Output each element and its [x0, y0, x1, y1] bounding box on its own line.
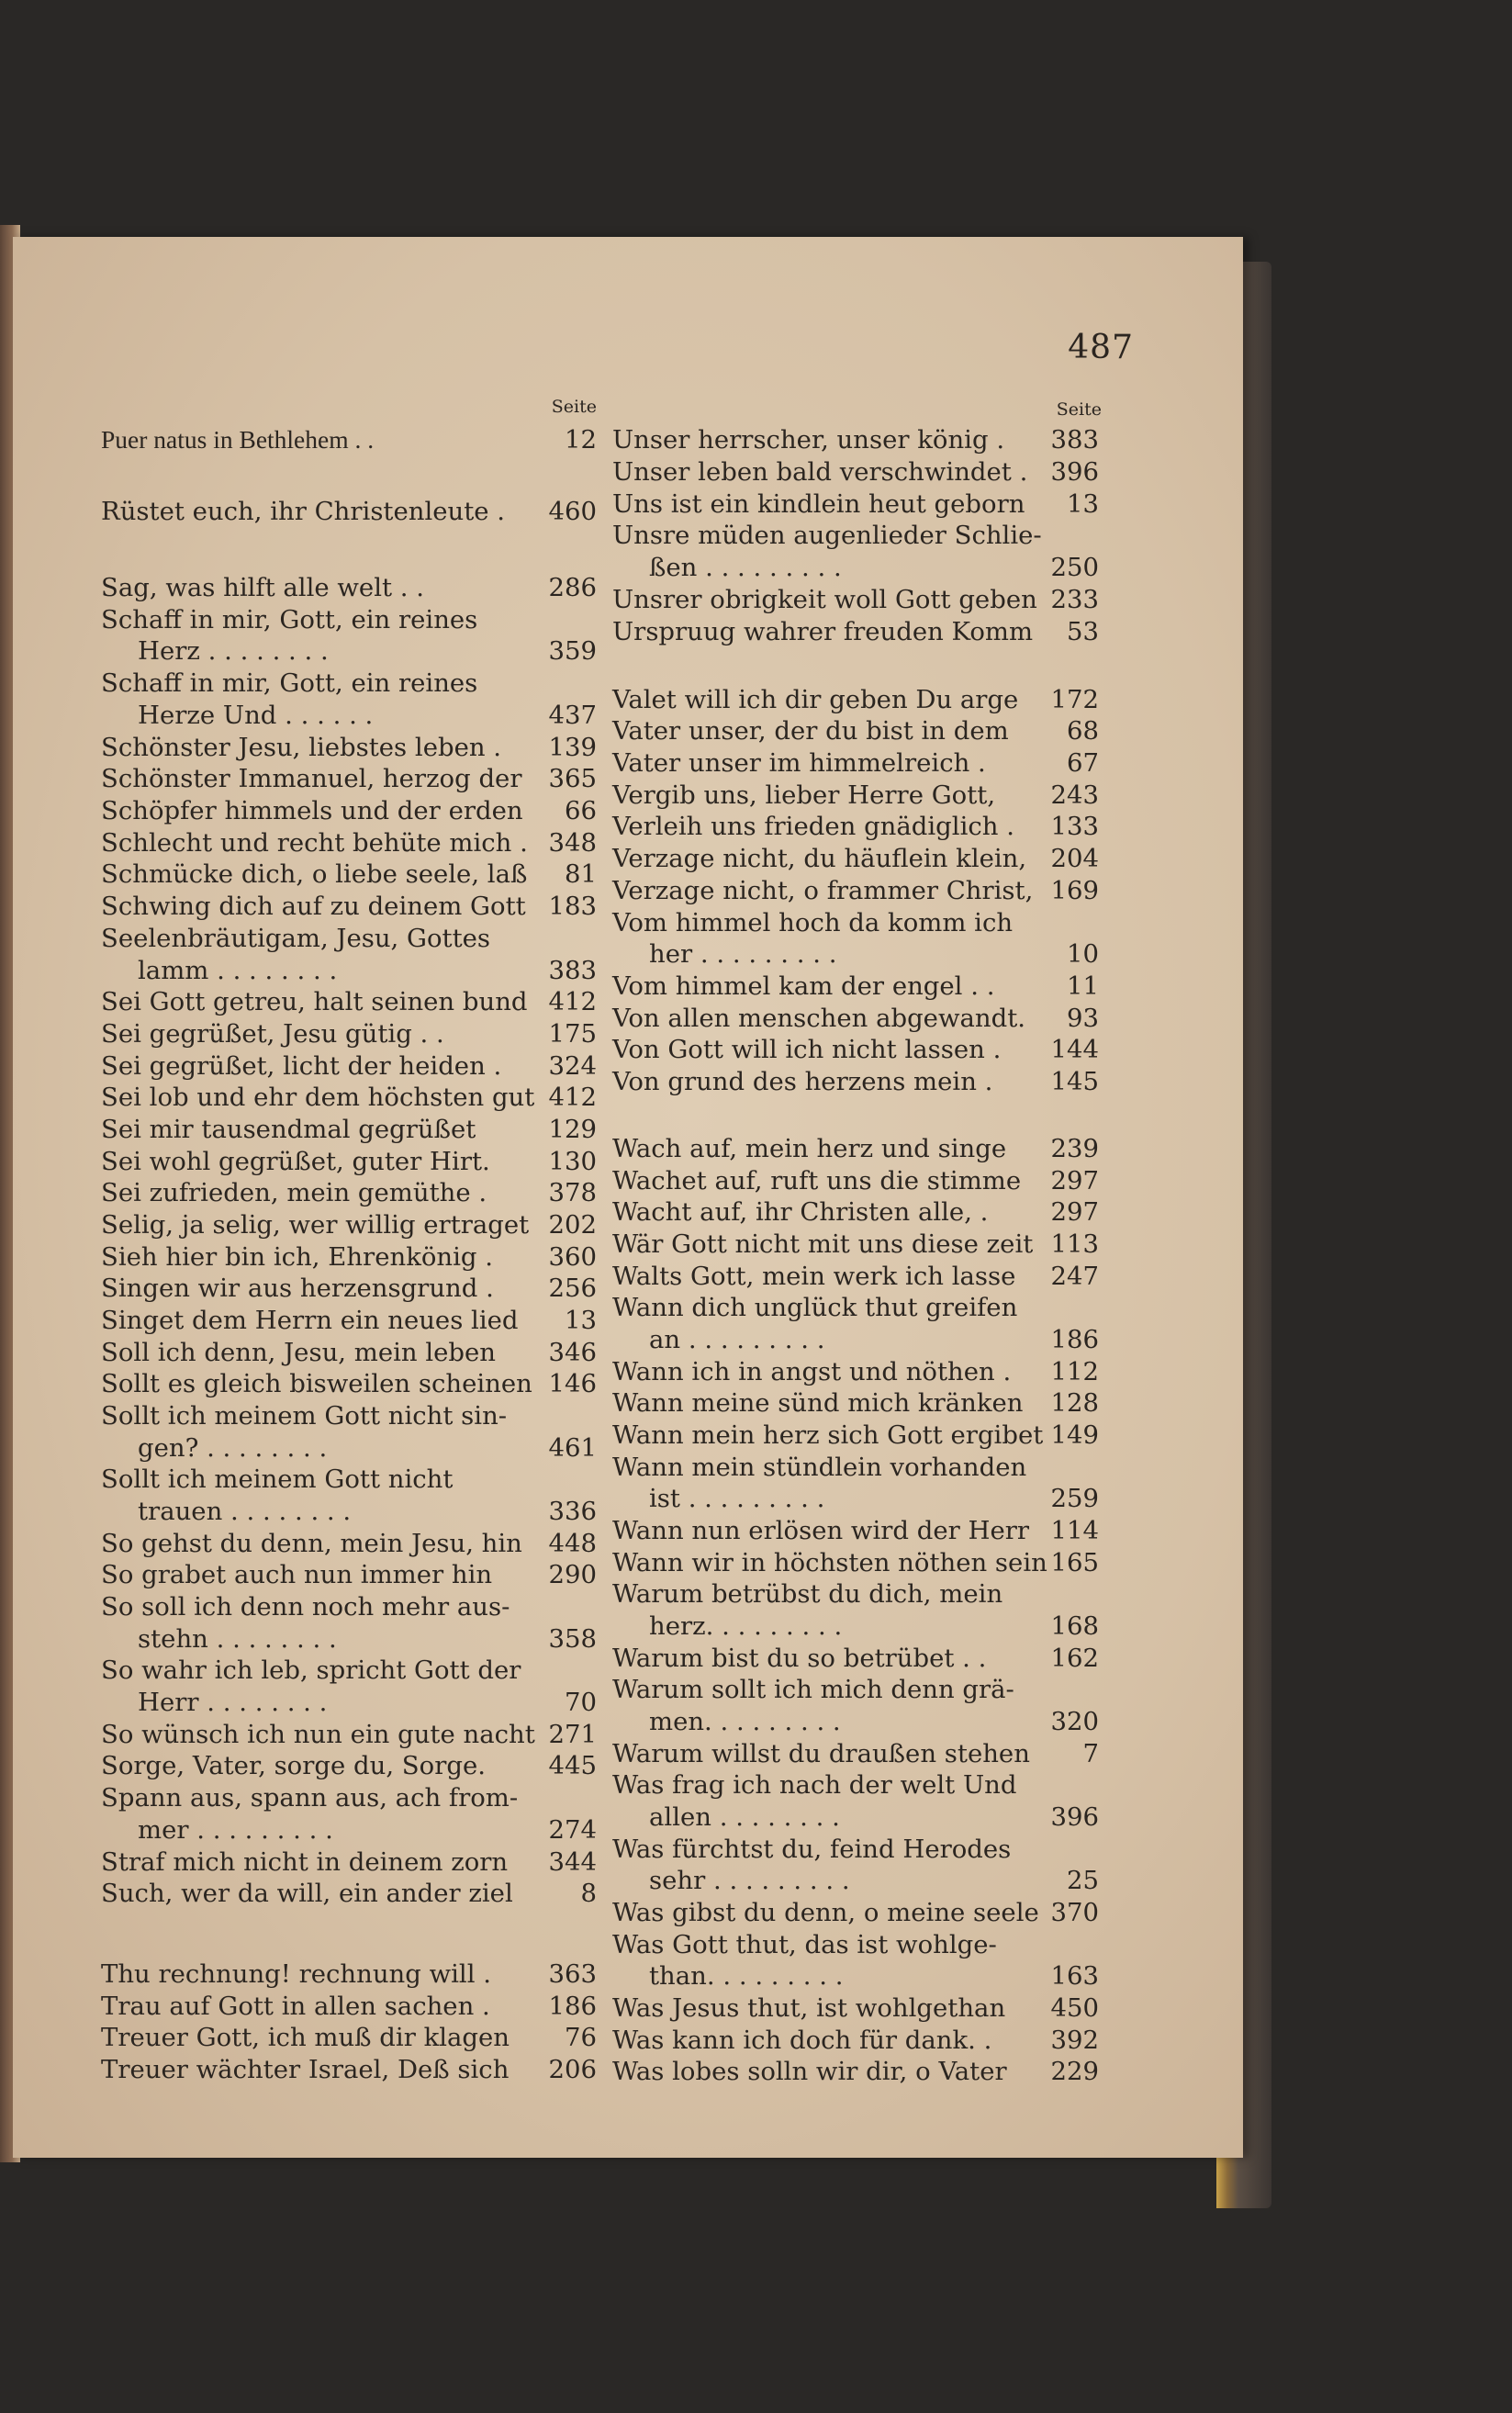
hymn-title: Was Jesus thut, ist wohlgethan: [612, 1993, 1006, 2023]
hymn-title: Sei zufrieden, mein gemüthe .: [101, 1178, 487, 1207]
left-index-entry: [101, 1496, 597, 1527]
left-index-entry: [101, 1591, 597, 1622]
page-reference: 250: [1050, 553, 1099, 582]
hymn-title: Unser leben bald verschwindet .: [612, 457, 1028, 487]
left-index-entry: [101, 2022, 597, 2053]
left-index-entry: [101, 1177, 597, 1208]
page-reference: 183: [548, 892, 597, 921]
page-reference: 81: [565, 859, 597, 889]
right-index-entry: [612, 616, 1099, 647]
hymn-title: an . . . . . . . . .: [649, 1325, 825, 1354]
page-reference: 12: [565, 425, 597, 455]
hymn-title: Schmücke dich, o liebe seele, laß: [101, 859, 528, 889]
left-index-entry: [101, 1878, 597, 1909]
right-index-entry: [612, 938, 1099, 970]
page-reference: 145: [1050, 1067, 1099, 1096]
right-index-entry: [612, 1547, 1099, 1578]
page-reference: 256: [548, 1274, 597, 1303]
page-reference: 204: [1050, 844, 1099, 873]
left-index-entry: [101, 1687, 597, 1718]
hymn-title: Wacht auf, ihr Christen alle, .: [612, 1197, 989, 1227]
page-reference: 359: [548, 636, 597, 666]
hymn-title: Uns ist ein kindlein heut geborn: [612, 489, 1025, 519]
left-column-header: Seite: [551, 397, 597, 417]
hymn-title: Rüstet euch, ihr Christenleute .: [101, 497, 506, 526]
page-reference: 360: [548, 1242, 597, 1272]
right-index-entry: [612, 2056, 1099, 2087]
left-index-entry: [101, 1305, 597, 1336]
hymn-title: Sieh hier bin ich, Ehrenkönig .: [101, 1242, 494, 1272]
left-index-entry: [101, 1528, 597, 1559]
hymn-title: Spann aus, spann aus, ach from-: [101, 1783, 519, 1813]
right-index-entry: [612, 1674, 1099, 1705]
page-reference: 383: [1050, 425, 1099, 455]
hymn-title: Puer natus in Bethlehem . .: [101, 425, 375, 454]
left-index-entry: [101, 1958, 597, 1990]
hymn-title: Trau auf Gott in allen sachen .: [101, 1992, 490, 2021]
right-column-header: Seite: [1056, 399, 1102, 420]
hymn-title: allen . . . . . . . .: [649, 1802, 840, 1832]
left-index-entry: [101, 763, 597, 794]
page-reference: 365: [548, 764, 597, 793]
page-reference: 67: [1067, 748, 1099, 778]
left-index-entry: [101, 424, 597, 455]
right-index-entry: [612, 1452, 1099, 1483]
left-index-entry: [101, 795, 597, 826]
hymn-title: Wann meine sünd mich kränken: [612, 1388, 1024, 1418]
page-reference: 348: [548, 828, 597, 858]
hymn-title: Wann mein herz sich Gott ergibet: [612, 1420, 1044, 1450]
hymn-title: Schwing dich auf zu deinem Gott: [101, 892, 526, 921]
hymn-title: Wann dich unglück thut greifen: [612, 1293, 1018, 1322]
hymn-title: Schönster Jesu, liebstes leben .: [101, 733, 502, 762]
right-index-entry: [612, 488, 1099, 520]
right-index-entry: [612, 1229, 1099, 1260]
page-reference: 128: [1050, 1388, 1099, 1418]
right-index-entry: [612, 1196, 1099, 1228]
hymn-title: Warum willst du draußen stehen: [612, 1739, 1030, 1768]
page-reference: 133: [1050, 812, 1099, 841]
hymn-title: Herr . . . . . . . .: [138, 1688, 328, 1717]
hymn-title: Valet will ich dir geben Du arge: [612, 685, 1019, 714]
page-reference: 112: [1050, 1357, 1099, 1386]
hymn-title: Wann mein stündlein vorhanden: [612, 1453, 1027, 1482]
page-reference: 274: [548, 1815, 597, 1845]
page-reference: 139: [548, 733, 597, 762]
hymn-title: Vater unser, der du bist in dem: [612, 716, 1009, 746]
hymn-title: sehr . . . . . . . . .: [649, 1866, 850, 1895]
page-reference: 66: [565, 796, 597, 825]
hymn-title: Wann ich in angst und nöthen .: [612, 1357, 1012, 1386]
page-reference: 412: [548, 987, 597, 1016]
left-index-entry: [101, 668, 597, 699]
page-number: 487: [1068, 329, 1134, 366]
page-reference: 383: [548, 956, 597, 985]
page-reference: 175: [548, 1019, 597, 1049]
left-index-entry: [101, 1719, 597, 1750]
right-index-entry: [612, 1034, 1099, 1065]
hymn-title: So wünsch ich nun ein gute nacht: [101, 1720, 535, 1749]
page-reference: 113: [1050, 1229, 1099, 1259]
right-index-entry: [612, 1003, 1099, 1034]
page-reference: 233: [1050, 585, 1099, 614]
page-reference: 202: [548, 1210, 597, 1240]
hymn-title: Straf mich nicht in deinem zorn: [101, 1847, 509, 1877]
page-reference: 297: [1050, 1197, 1099, 1227]
page-reference: 129: [548, 1115, 597, 1144]
right-index-entry: [612, 1897, 1099, 1928]
right-index-entry: [612, 715, 1099, 746]
hymn-title: Vater unser im himmelreich .: [612, 748, 986, 778]
right-index-entry: [612, 1387, 1099, 1419]
left-index-entry: [101, 1432, 597, 1464]
hymn-title: Was frag ich nach der welt Und: [612, 1770, 1017, 1800]
hymn-title: Treuer Gott, ich muß dir klagen: [101, 2023, 510, 2052]
hymn-title: Soll ich denn, Jesu, mein leben: [101, 1338, 497, 1367]
hymn-title: Sei lob und ehr dem höchsten gut: [101, 1083, 535, 1112]
left-index-entry: [101, 955, 597, 986]
hymn-title: Vom himmel kam der engel . .: [612, 971, 995, 1001]
left-index-entry: [101, 1082, 597, 1113]
left-index-entry: [101, 1146, 597, 1177]
page-reference: 168: [1050, 1611, 1099, 1641]
hymn-title: Wach auf, mein herz und singe: [612, 1134, 1007, 1163]
page-reference: 162: [1050, 1644, 1099, 1673]
page-reference: 450: [1050, 1993, 1099, 2023]
page-reference: 344: [548, 1847, 597, 1877]
right-index-entry: [612, 1515, 1099, 1546]
hymn-title: Sollt es gleich bisweilen scheinen: [101, 1369, 532, 1398]
left-index-entry: [101, 1750, 597, 1781]
left-index-entry: [101, 891, 597, 922]
hymn-title: mer . . . . . . . . .: [138, 1815, 333, 1845]
left-index-entry: [101, 1400, 597, 1431]
left-index-entry: [101, 1368, 597, 1399]
right-index-entry: [612, 1483, 1099, 1514]
hymn-title: ist . . . . . . . . .: [649, 1484, 825, 1513]
hymn-title: So wahr ich leb, spricht Gott der: [101, 1655, 521, 1685]
hymn-title: Wär Gott nicht mit uns diese zeit: [612, 1229, 1034, 1259]
page-reference: 68: [1067, 716, 1099, 746]
right-index-entry: [612, 780, 1099, 811]
page-reference: 445: [548, 1751, 597, 1780]
right-index-entry: [612, 1165, 1099, 1196]
hymn-title: Verleih uns frieden gnädiglich .: [612, 812, 1014, 841]
page-reference: 259: [1050, 1484, 1099, 1513]
left-index-entry: [101, 604, 597, 635]
hymn-title: gen? . . . . . . . .: [138, 1433, 328, 1463]
right-index-entry: [612, 1578, 1099, 1610]
page-reference: 186: [1050, 1325, 1099, 1354]
page-reference: 396: [1050, 1802, 1099, 1832]
left-index-entry: [101, 1018, 597, 1049]
left-index-entry: [101, 572, 597, 603]
right-index-entry: [612, 971, 1099, 1002]
page-reference: 320: [1050, 1707, 1099, 1736]
hymn-title: trauen . . . . . . . .: [138, 1497, 352, 1526]
right-index-entry: [612, 1960, 1099, 1992]
right-index-entry: [612, 2025, 1099, 2056]
hymn-title: Von allen menschen abgewandt.: [612, 1004, 1025, 1033]
page-reference: 239: [1050, 1134, 1099, 1163]
hymn-title: Walts Gott, mein werk ich lasse: [612, 1262, 1016, 1291]
right-index-entry: [612, 1865, 1099, 1896]
hymn-title: So gehst du denn, mein Jesu, hin: [101, 1529, 522, 1558]
left-index-entry: [101, 1559, 597, 1590]
page-reference: 8: [580, 1879, 597, 1908]
left-index-entry: [101, 1782, 597, 1813]
right-index-entry: [612, 1292, 1099, 1323]
right-index-entry: [612, 1261, 1099, 1292]
left-index-entry: [101, 635, 597, 667]
page-reference: 206: [548, 2055, 597, 2084]
hymn-title: Schöpfer himmels und der erden: [101, 796, 523, 825]
hymn-title: Urspruug wahrer freuden Komm: [612, 617, 1034, 646]
page-reference: 229: [1050, 2057, 1099, 2086]
hymn-title: Von grund des herzens mein .: [612, 1067, 993, 1096]
left-index-entry: [101, 859, 597, 890]
right-index-entry: [612, 1834, 1099, 1865]
hymn-title: stehn . . . . . . . .: [138, 1624, 337, 1654]
left-index-entry: [101, 496, 597, 527]
page-reference: 13: [1067, 489, 1099, 519]
right-index-entry: [612, 552, 1099, 583]
right-index-entry: [612, 1356, 1099, 1387]
page-reference: 93: [1067, 1004, 1099, 1033]
page-reference: 297: [1050, 1166, 1099, 1195]
page-reference: 11: [1067, 971, 1099, 1001]
page-reference: 165: [1050, 1548, 1099, 1577]
page-reference: 114: [1050, 1516, 1099, 1545]
hymn-title: Wachet auf, ruft uns die stimme: [612, 1166, 1022, 1195]
hymn-title: Sollt ich meinem Gott nicht sin-: [101, 1401, 508, 1431]
left-index-entry: [101, 1273, 597, 1304]
right-index-entry: [612, 1643, 1099, 1674]
right-index-entry: [612, 1420, 1099, 1451]
page-reference: 186: [548, 1992, 597, 2021]
left-index-entry: [101, 1241, 597, 1273]
left-index-entry: [101, 732, 597, 763]
right-index-entry: [612, 747, 1099, 779]
hymn-title: Verzage nicht, du häuflein klein,: [612, 844, 1027, 873]
left-index-entry: [101, 1655, 597, 1686]
right-index-entry: [612, 1133, 1099, 1164]
hymn-title: Seelenbräutigam, Jesu, Gottes: [101, 924, 491, 953]
left-index-entry: [101, 986, 597, 1017]
page-reference: 286: [548, 573, 597, 602]
hymn-title: Unsrer obrigkeit woll Gott geben: [612, 585, 1037, 614]
page-reference: 437: [548, 701, 597, 730]
page-reference: 163: [1050, 1961, 1099, 1991]
page-reference: 7: [1082, 1739, 1099, 1768]
hymn-title: Warum sollt ich mich denn grä-: [612, 1675, 1014, 1704]
hymn-title: Sag, was hilft alle welt . .: [101, 573, 425, 602]
hymn-title: Schaff in mir, Gott, ein reines: [101, 668, 478, 698]
right-index-entry: [612, 811, 1099, 842]
hymn-title: Schönster Immanuel, herzog der: [101, 764, 522, 793]
hymn-title: Was Gott thut, das ist wohlge-: [612, 1930, 997, 1959]
right-index-entry: [612, 584, 1099, 615]
page-reference: 53: [1067, 617, 1099, 646]
page-reference: 448: [548, 1529, 597, 1558]
page-reference: 324: [548, 1051, 597, 1081]
page-reference: 25: [1067, 1866, 1099, 1895]
right-index-entry: [612, 1324, 1099, 1355]
page-reference: 70: [565, 1688, 597, 1717]
page-reference: 149: [1050, 1420, 1099, 1450]
page-reference: 378: [548, 1178, 597, 1207]
hymn-title: Was gibst du denn, o meine seele: [612, 1898, 1039, 1927]
right-index-entry: [612, 1706, 1099, 1737]
hymn-title: men. . . . . . . . .: [649, 1707, 841, 1736]
hymn-title: Sei gegrüßet, Jesu gütig . .: [101, 1019, 444, 1049]
hymn-title: Was kann ich doch für dank. .: [612, 2026, 992, 2055]
left-index-entry: [101, 827, 597, 859]
hymn-title: than. . . . . . . . .: [649, 1961, 844, 1991]
hymn-title: Wann nun erlösen wird der Herr: [612, 1516, 1030, 1545]
page-reference: 243: [1050, 780, 1099, 810]
hymn-title: Warum bist du so betrübet . .: [612, 1644, 987, 1673]
page-reference: 290: [548, 1560, 597, 1589]
hymn-title: Sei wohl gegrüßet, guter Hirt.: [101, 1147, 490, 1176]
hymn-title: Was lobes solln wir dir, o Vater: [612, 2057, 1007, 2086]
hymn-title: Was fürchtst du, feind Herodes: [612, 1835, 1012, 1864]
hymn-title: Thu rechnung! rechnung will .: [101, 1959, 491, 1989]
hymn-title: Schaff in mir, Gott, ein reines: [101, 605, 478, 634]
left-index-entry: [101, 1623, 597, 1655]
right-index-entry: [612, 684, 1099, 715]
left-index-entry: [101, 2054, 597, 2085]
hymn-title: Sei mir tausendmal gegrüßet: [101, 1115, 476, 1144]
hymn-title: Unsre müden augenlieder Schlie-: [612, 521, 1042, 550]
hymn-title: So soll ich denn noch mehr aus-: [101, 1592, 510, 1622]
page-reference: 392: [1050, 2026, 1099, 2055]
page-reference: 76: [565, 2023, 597, 2052]
page-reference: 396: [1050, 457, 1099, 487]
right-index-entry: [612, 424, 1099, 455]
hymn-title: Selig, ja selig, wer willig ertraget: [101, 1210, 530, 1240]
hymn-title: So grabet auch nun immer hin: [101, 1560, 493, 1589]
right-index-entry: [612, 1929, 1099, 1960]
page-reference: 13: [565, 1306, 597, 1335]
right-index-entry: [612, 1992, 1099, 2024]
hymn-title: Sei Gott getreu, halt seinen bund: [101, 987, 528, 1016]
hymn-title: Treuer wächter Israel, Deß sich: [101, 2055, 510, 2084]
hymn-title: Warum betrübst du dich, mein: [612, 1579, 1003, 1609]
left-index-entry: [101, 923, 597, 954]
hymn-title: Such, wer da will, ein ander ziel: [101, 1879, 513, 1908]
page-reference: 144: [1050, 1035, 1099, 1064]
hymn-title: Herz . . . . . . . .: [138, 636, 329, 666]
hymn-title: Unser herrscher, unser könig .: [612, 425, 1005, 455]
hymn-title: ßen . . . . . . . . .: [649, 553, 842, 582]
hymn-title: Vergib uns, lieber Herre Gott,: [612, 780, 996, 810]
hymn-title: Herze Und . . . . . .: [138, 701, 374, 730]
right-index-entry: [612, 520, 1099, 551]
left-index-entry: [101, 1814, 597, 1846]
left-index-entry: [101, 700, 597, 731]
page-reference: 172: [1050, 685, 1099, 714]
left-index-entry: [101, 1337, 597, 1368]
hymn-title: lamm . . . . . . . .: [138, 956, 338, 985]
page-reference: 346: [548, 1338, 597, 1367]
page-reference: 271: [548, 1720, 597, 1749]
hymn-title: herz. . . . . . . . .: [649, 1611, 843, 1641]
hymn-title: Sorge, Vater, sorge du, Sorge.: [101, 1751, 486, 1780]
hymn-title: Vom himmel hoch da komm ich: [612, 908, 1014, 937]
right-index-entry: [612, 1611, 1099, 1642]
hymn-title: Schlecht und recht behüte mich .: [101, 828, 528, 858]
page-reference: 358: [548, 1624, 597, 1654]
right-index-entry: [612, 875, 1099, 906]
right-index-entry: [612, 1769, 1099, 1801]
left-index-entry: [101, 1209, 597, 1240]
page-reference: 461: [548, 1433, 597, 1463]
left-index-entry: [101, 1464, 597, 1495]
right-index-entry: [612, 456, 1099, 488]
right-index-entry: [612, 1801, 1099, 1833]
page-reference: 363: [548, 1959, 597, 1989]
hymn-title: Wann wir in höchsten nöthen sein: [612, 1548, 1047, 1577]
right-index-entry: [612, 907, 1099, 938]
page-reference: 10: [1067, 939, 1099, 969]
left-index-entry: [101, 1114, 597, 1145]
hymn-title: her . . . . . . . . .: [649, 939, 837, 969]
hymn-title: Sei gegrüßet, licht der heiden .: [101, 1051, 502, 1081]
page-reference: 247: [1050, 1262, 1099, 1291]
left-index-entry: [101, 1050, 597, 1082]
right-index-entry: [612, 1738, 1099, 1769]
page-reference: 370: [1050, 1898, 1099, 1927]
page-reference: 336: [548, 1497, 597, 1526]
page-reference: 130: [548, 1147, 597, 1176]
page-reference: 169: [1050, 876, 1099, 905]
hymn-title: Von Gott will ich nicht lassen .: [612, 1035, 1002, 1064]
hymn-title: Singet dem Herrn ein neues lied: [101, 1306, 519, 1335]
right-index-entry: [612, 1066, 1099, 1097]
left-index-entry: [101, 1846, 597, 1878]
hymn-title: Verzage nicht, o frammer Christ,: [612, 876, 1034, 905]
page-reference: 146: [548, 1369, 597, 1398]
page-reference: 460: [548, 497, 597, 526]
page-reference: 412: [548, 1083, 597, 1112]
left-index-entry: [101, 1991, 597, 2022]
right-index-entry: [612, 843, 1099, 874]
hymn-title: Sollt ich meinem Gott nicht: [101, 1465, 454, 1494]
hymn-title: Singen wir aus herzensgrund .: [101, 1274, 494, 1303]
